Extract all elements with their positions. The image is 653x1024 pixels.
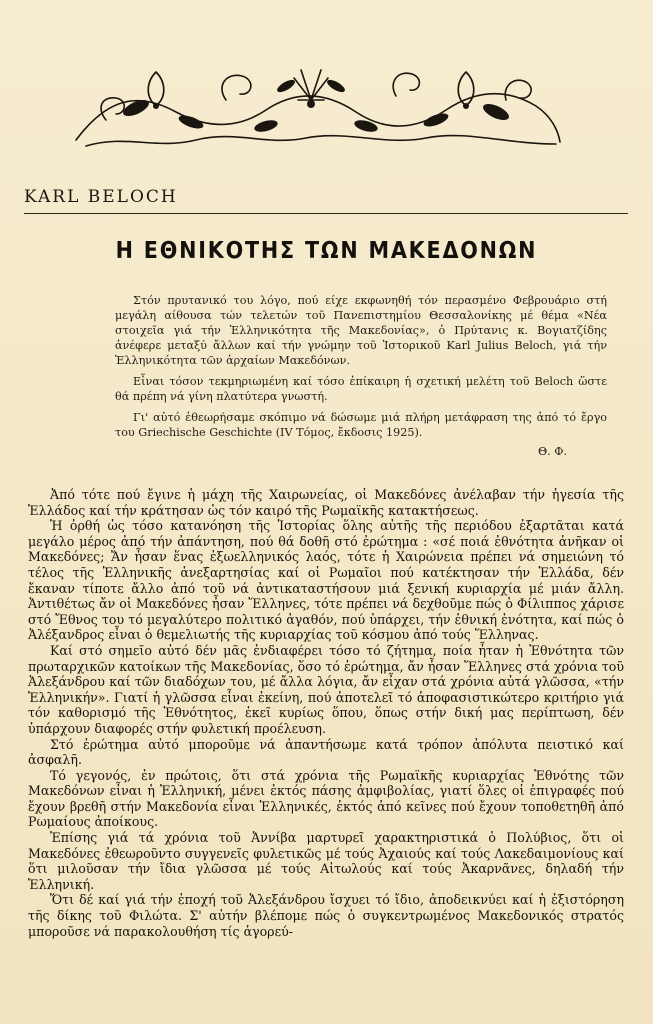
intro-paragraph: Στόν πρυτανικό του λόγο, πού είχε εκφωνηθή τόν περασμένο Φεβρουάριο στή μεγάλη αίθουσα τών τελετών τοῦ Πανεπιστημίου Θεσσαλονίκης μέ θέμα «Νέα στοιχεῖα γιά τήν Ἑλληνικότητα τῆς Μακεδονίας», ὁ Πρύτανις κ. Βογιατζίδης ἀνέφερε μεταξύ ἄλλων καί τήν γνώμην τοῦ Ἱστορικοῦ Karl Julius Beloch, γιά τήν Ἑλληνικότητα τῶν ἀρχαίων Μακεδόνων. (115, 294, 607, 367)
body-paragraph: Ὅτι δέ καί γιά τήν ἐποχή τοῦ Ἀλεξάνδρου ἴσχυει τό ἴδιο, ἀποδεικνύει καί ἡ ἐξιστόρηση τῆς δίκης τοῦ Φιλώτα. Σ' αὐτήν βλέπομε πώς ὁ συγκεντρωμένος Μακεδονικός στρατός μποροῦσε νά παρακολουθήση τίς ἀγορεύ- (28, 892, 624, 939)
body-paragraph: Στό ἐρώτημα αὐτό μποροῦμε νά ἀπαντήσωμε κατά τρόπον ἀπόλυτα πειστικό καί ἀσφαλῆ. (28, 736, 624, 768)
intro-paragraph: Γι' αὐτό ἐθεωρήσαμε σκόπιμο νά δώσωμε μιά πλήρη μετάφραση της ἀπό τό ἔργο του Griechische Geschichte (IV Τόμος, ἔκδοσις 1925). (115, 411, 607, 439)
author-divider (24, 213, 628, 214)
intro-signature: Θ. Φ. (537, 445, 567, 458)
intro-note (115, 293, 607, 459)
article-title: Η ΕΘΝΙΚΟΤΗΣ ΤΩΝ ΜΑΚΕΔΟΝΩΝ (115, 238, 538, 264)
body-paragraph: Τό γεγονός, ἐν πρώτοις, ὅτι στά χρόνια τῆς Ρωμαϊκῆς κυριαρχίας Ἐθνότης τῶν Μακεδόνων εἶναι ἡ Ἑλληνική, μένει ἐκτός πάσης ἀμφιβολίας, γιατί ὅλες οἱ ἐπιγραφές πού ἔχουν βρεθῆ στήν Μακεδονία εἶναι Ἑλληνικές, ἐκτός ἀπό κεῖνες πού ἔχουν τοποθετηθῆ ἀπό Ρωμαίους ἀποίκους. (28, 767, 624, 830)
article-body (28, 487, 624, 939)
body-paragraph: Ἀπό τότε πού ἔγινε ἡ μάχη τῆς Χαιρωνείας, οἱ Μακεδόνες ἀνέλαβαν τήν ἡγεσία τῆς Ἑλλάδος καί τήν κράτησαν ὡς τόν καιρό τῆς Ρωμαϊκῆς κατακτήσεως. (28, 487, 624, 518)
intro-paragraph: Εἶναι τόσον τεκμηριωμένη καί τόσο ἐπίκαιρη ἡ σχετική μελέτη τοῦ Beloch ὥστε θά πρέπη νά γίνη πλατύτερα γνωστή. (115, 375, 607, 403)
floral-vine-icon (66, 60, 566, 152)
body-paragraph: Ἡ ὀρθή ὡς τόσο κατανόηση τῆς Ἱστορίας ὅλης αὐτῆς τῆς περιόδου ἐξαρτᾶται κατά μεγάλο μέρος ἀπό τήν ἀπάντηση, πού θά δοθῆ στό ἐρώτημα : «σέ ποιά ἐθνότητα ἀνῆκαν οἱ Μακεδόνες; Ἄν ἦσαν ἕνας ἐξωελληνικός λαός, τότε ἡ Χαιρώνεια πρέπει νά σημειώνη τό τέλος τῆς Ἑλληνικῆς ἀνεξαρτησίας καί οἱ Ρωμαῖοι πού κατέκτησαν τήν Ἑλλάδα, δέν ἔκαναν τίποτε ἄλλο ἀπό τοῦ νά ἀντικαταστήσουν μιά ξενική κυριαρχία μέ μιάν ἄλλη. Ἀντιθέτως ἄν οἱ Μακεδόνες ἦσαν Ἕλληνες, τότε πρέπει νά δεχθοῦμε πώς ὁ Φίλιππος χάρισε στό Ἔθνος του τό μεγαλύτερο πολιτικό ἀγαθόν, πού ὑπάρχει, τήν ἐθνική ἑνότητα, καί πώς ὁ Ἀλέξανδρος εἶναι ὁ θεμελιωτής τῆς κυριαρχίας τοῦ κόσμου ἀπό τούς Ἕλληνας. (28, 518, 624, 643)
author-name: KARL BELOCH (24, 187, 178, 207)
body-paragraph: Καί στό σημεῖο αὐτό δέν μᾶς ἐνδιαφέρει τόσο τό ζήτημα, ποία ἦταν ἡ Ἐθνότητα τῶν πρωταρχικῶν κατοίκων τῆς Μακεδονίας, ὅσο τό ἐρώτημα, ἄν ἦσαν Ἕλληνες στά χρόνια τοῦ Ἀλεξάνδρου καί τῶν διαδόχων του, μέ ἄλλα λόγια, ἄν εἶχαν στά χρόνια αὐτά γλῶσσα, «τήν Ἑλληνικήν». Γιατί ἡ γλῶσσα εἶναι ἐκείνη, πού ἀποτελεῖ τό ἀποφασιστικώτερο κριτήριο γιά τόν καθορισμό τῆς Ἐθνότητος, ἐκεῖ κυρίως ὅπου, ὅπως στήν δική μας περίπτωση, δέν ὑπάρχουν διαφορές στήν φυλετική προέλευση. (28, 642, 624, 736)
body-paragraph: Ἐπίσης γιά τά χρόνια τοῦ Ἀννίβα μαρτυρεῖ χαρακτηριστικά ὁ Πολύβιος, ὅτι οἱ Μακεδόνες ἐθεωροῦντο συγγενεῖς φυλετικῶς μέ τούς Ἀχαιούς καί τούς Λακεδαιμονίους καί ὅτι μιλοῦσαν τήν ἴδια γλῶσσα μέ τούς Αἰτωλούς καί τούς Ἀκαρνᾶνες, δηλαδή τήν Ἑλληνική. (28, 830, 624, 892)
